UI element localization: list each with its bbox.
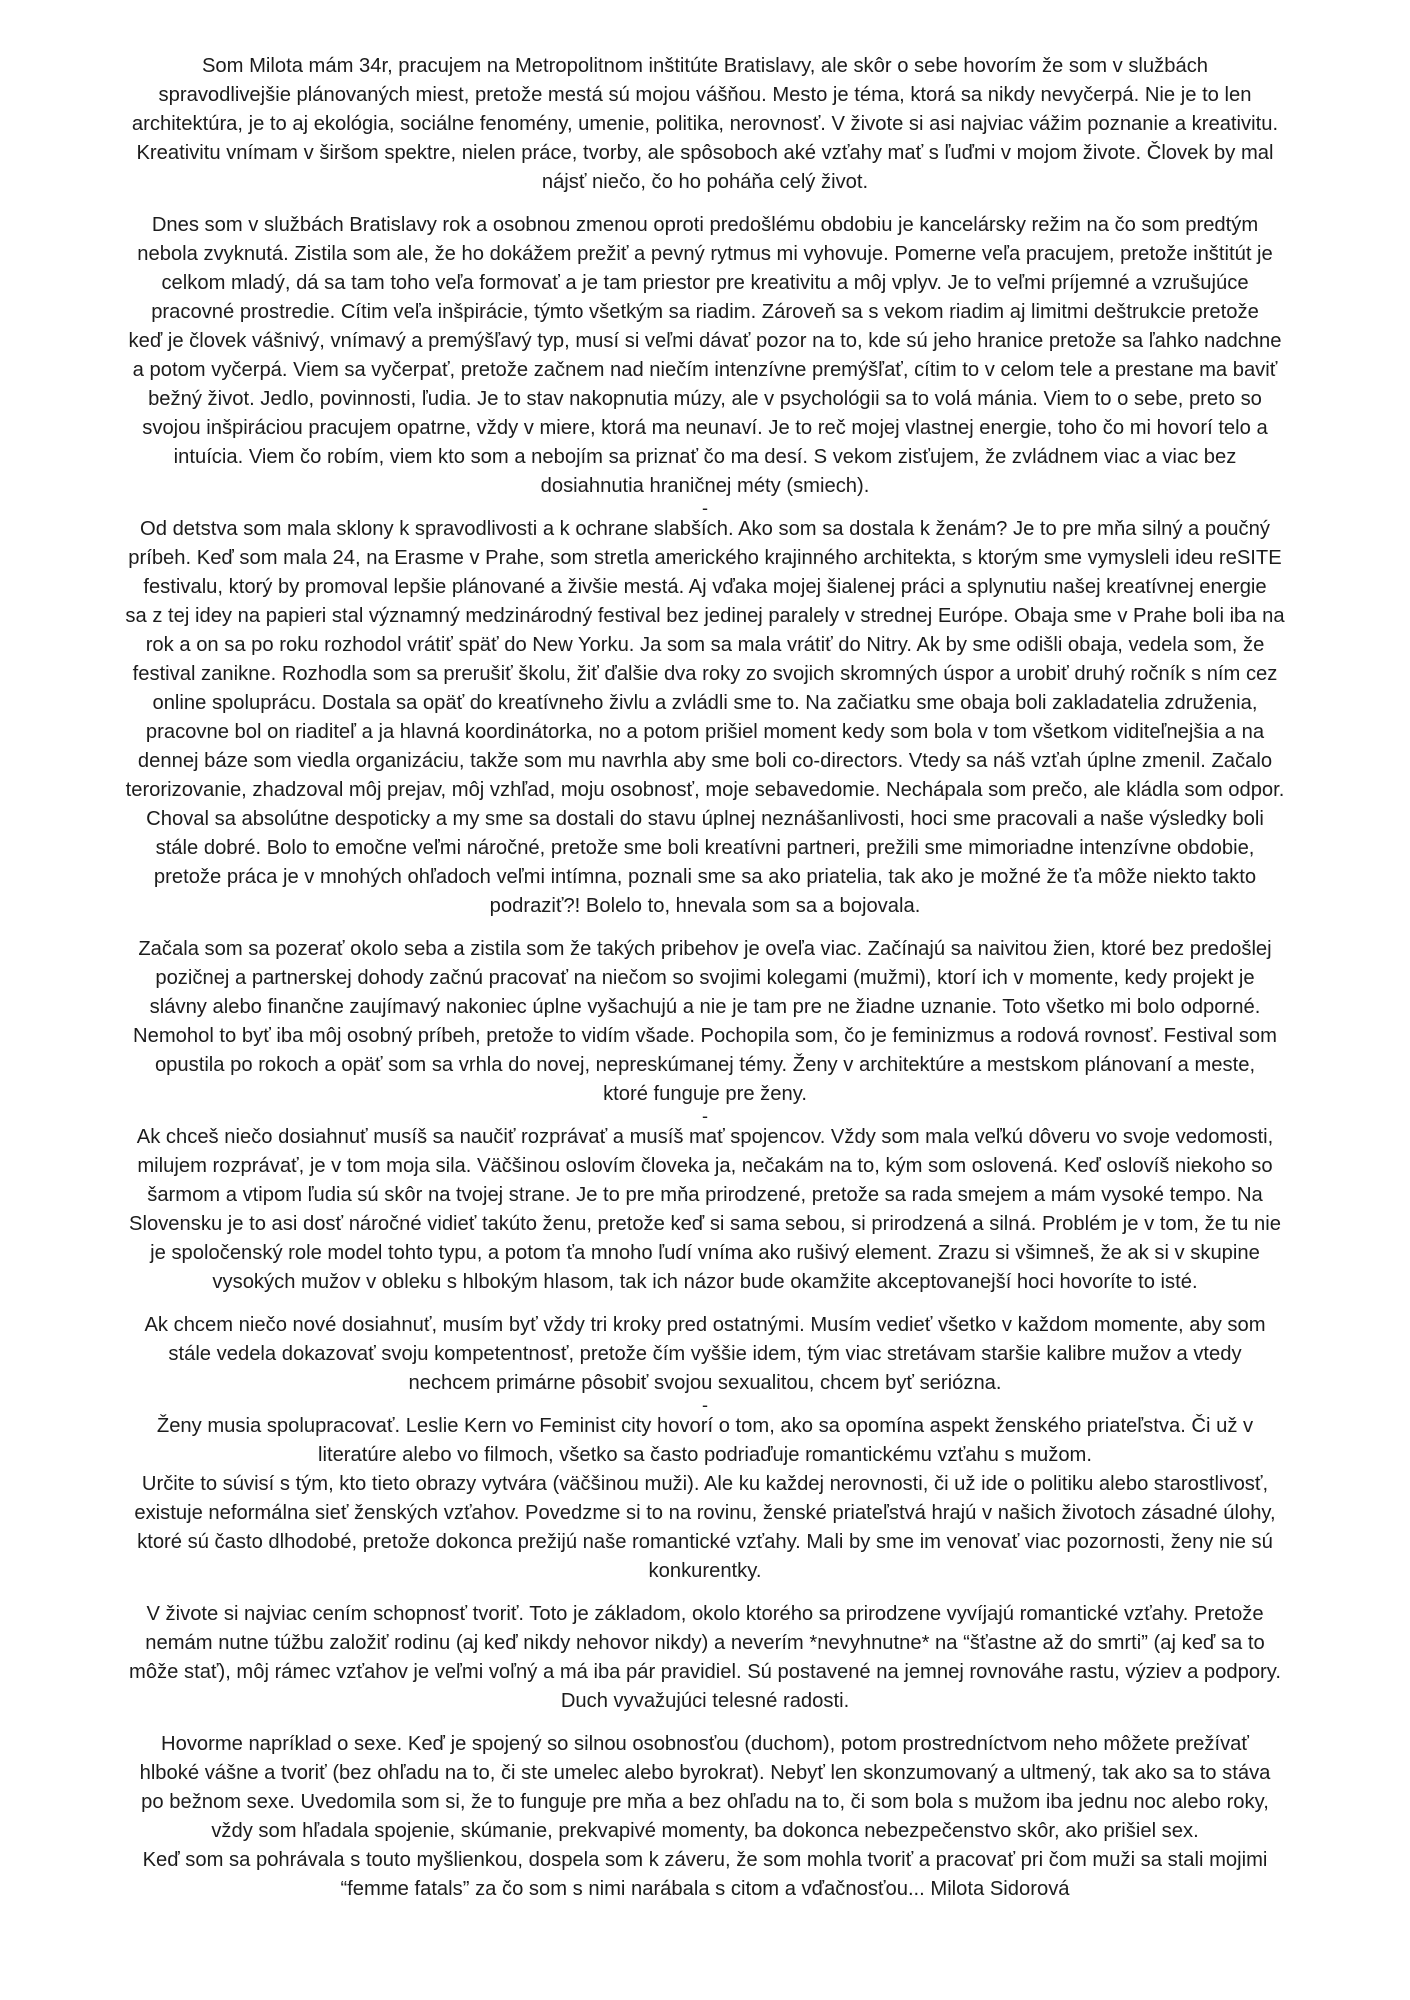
paragraph-feminism: Začala som sa pozerať okolo seba a zistila som že takých pribehov je oveľa viac. Začínajú sa naivitou žien, ktoré bez predošlej pozičnej a partnerskej dohody začnú pracovať na niečom so svojimi kolegami (mužmi), ktorí ich v momente, kedy projekt je slávny alebo finančne zaujímavý nakoniec úplne vyšachujú a nie je tam pre ne žiadne uznanie. Toto všetko mi bolo odporné. Nemohol to byť iba môj osobný príbeh, pretože to vidím všade. Pochopila som, čo je feminizmus a rodová rovnosť. Festival som opustila po rokoch a opäť som sa vrhla do novej, nepreskúmanej témy. Ženy v architektúre a mestskom plánovaní a meste, ktoré funguje pre ženy. — [133, 938, 1277, 1105]
section-separator-dash: - — [702, 1395, 708, 1415]
paragraph-resite-story: Od detstva som mala sklony k spravodlivosti a k ochrane slabších. Ako som sa dostala k ženám? Je to pre mňa silný a poučný príbeh. Keď som mala 24, na Erasme v Prahe, som stretla amerického krajinného architekta, s ktorým sme vymysleli ideu reSITE festivalu, ktorý by promoval lepšie plánované a živšie mestá. Aj vďaka mojej šialenej práci a splynutiu našej kreatívnej energie sa z tej idey na papieri stal významný medzinárodný festival bez jedinej paralely v strednej Európe. Obaja sme v Prahe boli iba na rok a on sa po roku rozhodol vrátiť späť do New Yorku. Ja som sa mala vrátiť do Nitry. Ak by sme odišli obaja, vedela som, že festival zanikne. Rozhodla som sa prerušiť školu, žiť ďalšie dva roky zo svojich skromných úspor a urobiť druhý ročník s ním cez online spoluprácu. Dostala sa opäť do kreatívneho živlu a zvládli sme to. Na začiatku sme obaja boli zakladatelia združenia, pracovne bol on riaditeľ a ja hlavná koordinátorka, no a potom prišiel moment kedy som bola v tom všetkom viditeľnejšia a na dennej báze som viedla organizáciu, takže som mu navrhla aby sme boli co-directors. Vtedy sa náš vzťah úplne zmenil. Začalo terorizovanie, zhadzoval môj prejav, môj vzhľad, moju osobnosť, moje sebavedomie. Nechápala som prečo, ale kládla som odpor. Choval sa absolútne despoticky a my sme sa dostali do stavu úplnej neznášanlivosti, hoci sme pracovali a naše výsledky boli stále dobré. Bolo to emočne veľmi náročné, pretože sme boli kreatívni partneri, prežili sme mimoriadne intenzívne obdobie, pretože práca je v mnohých ohľadoch veľmi intímna, poznali sme sa ako priatelia, tak ako je možné že ťa môže niekto takto podraziť?! Bolelo to, hnevala som sa a bojovala. — [125, 518, 1285, 917]
article-page — [58, 52, 1352, 1904]
paragraph-allies: Ak chceš niečo dosiahnuť musíš sa naučiť rozprávať a musíš mať spojencov. Vždy som mala veľkú dôveru vo svoje vedomosti, milujem rozprávať, je v tom moja sila. Väčšinou oslovím človeka ja, nečakám na to, kým som oslovená. Keď oslovíš niekoho so šarmom a vtipom ľudia sú skôr na tvojej strane. Je to pre mňa prirodzené, pretože sa rada smejem a mám vysoké tempo. Na Slovensku je to asi dosť náročné vidieť takúto ženu, pretože keď si sama sebou, si prirodzená a silná. Problém je v tom, že tu nie je spoločenský role model tohto typu, a potom ťa mnoho ľudí vníma ako rušivý element. Zrazu si všimneš, že ak si v skupine vysokých mužov v obleku s hlbokým hlasom, tak ich názor bude okamžite akceptovanejší hoci hovoríte to isté. — [129, 1126, 1281, 1293]
paragraph-three-steps: Ak chcem niečo nové dosiahnuť, musím byť vždy tri kroky pred ostatnými. Musím vedieť všetko v každom momente, aby som stále vedela dokazovať svoju kompetentnosť, pretože čím vyššie idem, tým viac stretávam staršie kalibre mužov a vtedy nechcem primárne pôsobiť svojou sexualitou, chcem byť seriózna. — [144, 1314, 1266, 1394]
section-separator-dash: - — [702, 1106, 708, 1126]
paragraph-gap — [58, 1586, 1352, 1600]
paragraph-gap — [58, 921, 1352, 935]
paragraph-women-cooperate: Ženy musia spolupracovať. Leslie Kern vo Feminist city hovorí o tom, ako sa opomína aspekt ženského priateľstva. Či už v literatúre alebo vo filmoch, všetko sa často podriaďuje romantickému vzťahu s mužom. Určite to súvisí s tým, kto tieto obrazy vytvára (väčšinou muži). Ale ku každej nerovnosti, či už ide o politiku alebo starostlivosť, existuje neformálna sieť ženských vzťahov. Povedzme si to na rovinu, ženské priateľstvá hrajú v našich životoch zásadné úlohy, ktoré sú často dlhodobé, pretože dokonca prežijú naše romantické vzťahy. Mali by sme im venovať viac pozornosti, ženy nie sú konkurentky. — [134, 1415, 1276, 1582]
paragraph-intro: Som Milota mám 34r, pracujem na Metropolitnom inštitúte Bratislavy, ale skôr o sebe hovorím že som v službách spravodlivejšie plánovaných miest, pretože mestá sú mojou vášňou. Mesto je téma, ktorá sa nikdy nevyčerpá. Nie je to len architektúra, je to aj ekológia, sociálne fenomény, umenie, politika, nerovnosť. V živote si asi najviac vážim poznanie a kreativitu. Kreativitu vnímam v širšom spektre, nielen práce, tvorby, ale spôsoboch aké vzťahy mať s ľuďmi v mojom živote. Človek by mal nájsť niečo, čo ho poháňa celý život. — [131, 55, 1279, 193]
paragraph-bratislava-work: Dnes som v službách Bratislavy rok a osobnou zmenou oproti predošlému obdobiu je kancelársky režim na čo som predtým nebola zvyknutá. Zistila som ale, že ho dokážem prežiť a pevný rytmus mi vyhovuje. Pomerne veľa pracujem, pretože inštitút je celkom mladý, dá sa tam toho veľa formovať a je tam priestor pre kreativitu a môj vplyv. Je to veľmi príjemné a vzrušujúce pracovné prostredie. Cítim veľa inšpirácie, týmto všetkým sa riadim. Zároveň sa s vekom riadim aj limitmi deštrukcie pretože keď je človek vášnivý, vnímavý a premýšľavý typ, musí si veľmi dávať pozor na to, kde sú jeho hranice pretože sa ľahko nadchne a potom vyčerpá. Viem sa vyčerpať, pretože začnem nad niečím intenzívne premýšľať, cítim to v celom tele a prestane ma baviť bežný život. Jedlo, povinnosti, ľudia. Je to stav nakopnutia múzy, ale v psychológii sa to volá mánia. Viem to o sebe, preto so svojou inšpiráciou pracujem opatrne, vždy v miere, ktorá ma neunaví. Je to reč mojej vlastnej energie, toho čo mi hovorí telo a intuícia. Viem čo robím, viem kto som a nebojím sa priznať čo ma desí. S vekom zisťujem, že zvládnem viac a viac bez dosiahnutia hraničnej méty (smiech). — [128, 214, 1282, 497]
paragraph-gap — [58, 197, 1352, 211]
paragraph-gap — [58, 1297, 1352, 1311]
paragraph-closing-signature: Hovorme napríklad o sexe. Keď je spojený so silnou osobnosťou (duchom), potom prostredníctvom neho môžete prežívať hlboké vášne a tvoriť (bez ohľadu na to, či ste umelec alebo byrokrat). Nebyť len skonzumovaný a ultmený, tak ako sa to stáva po bežnom sexe. Uvedomila som si, že to funguje pre mňa a bez ohľadu na to, či som bola s mužom iba jednu noc alebo roky, vždy som hľadala spojenie, skúmanie, prekvapivé momenty, ba dokonca nebezpečenstvo skôr, ako prišiel sex. Keď som sa pohrávala s touto myšlienkou, dospela som k záveru, že som mohla tvoriť a pracovať pri čom muži sa stali mojimi “femme fatals” za čo som s nimi narábala s citom a vďačnosťou... Milota Sidorová — [139, 1733, 1271, 1900]
paragraph-creating: V živote si najviac cením schopnosť tvoriť. Toto je základom, okolo ktorého sa prirodzene vyvíjajú romantické vzťahy. Pretože nemám nutne túžbu založiť rodinu (aj keď nikdy nehovor nikdy) a neverím *nevyhnutne* na “šťastne až do smrti” (aj keď sa to môže stať), môj rámec vzťahov je veľmi voľný a má iba pár pravidiel. Sú postavené na jemnej rovnováhe rastu, výziev a podpory. Duch vyvažujúci telesné radosti. — [129, 1603, 1281, 1712]
section-separator-dash: - — [702, 498, 708, 518]
paragraph-gap — [58, 1716, 1352, 1730]
